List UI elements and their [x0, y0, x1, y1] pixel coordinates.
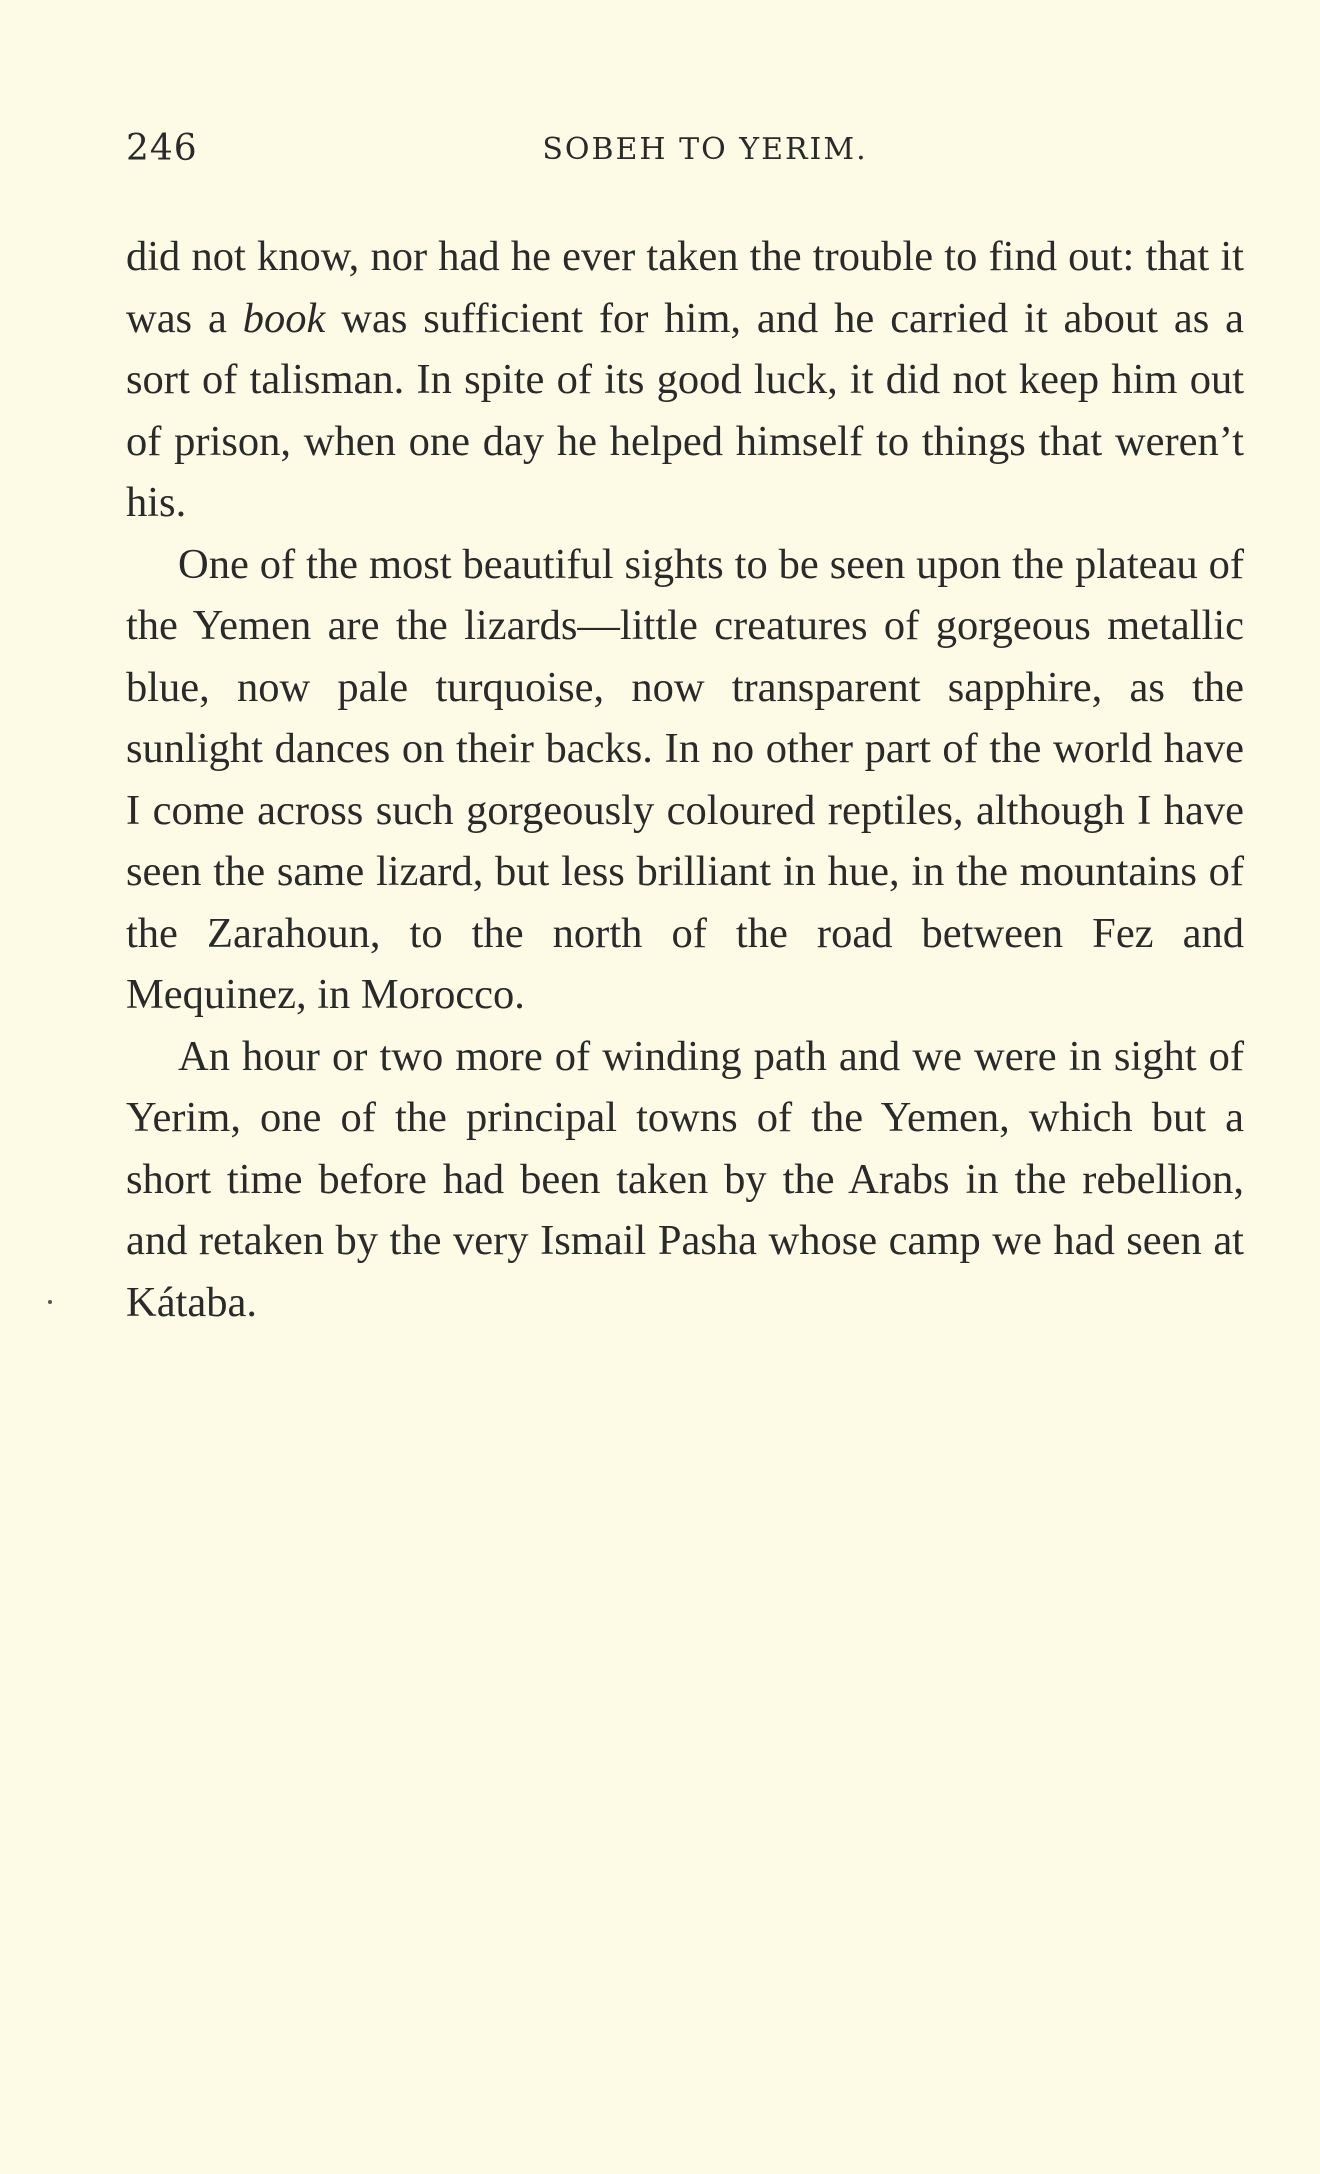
margin-speck — [48, 1300, 52, 1304]
paragraph-1-text-end: was sufficient for him, and he carried it about as a sort of talisman. In spite of its good luck, it did not keep him out of prison, when one day he helped himself to things that weren’t his. — [126, 294, 1244, 526]
paragraph-1 — [126, 226, 1244, 534]
body-text — [126, 226, 1244, 1333]
paragraph-1-text-start: did not know, nor had he ever taken the trouble to find out: that it was a — [126, 233, 1244, 342]
paragraph-2: One of the most beautiful sights to be seen upon the plateau of the Yemen are the lizards—little creatures of gorgeous metallic blue, now pale turquoise, now transparent sapphire, as the sunlight dances on their backs. In no other part of the world have I come across such gorgeously coloured reptiles, although I have seen the same lizard, but less brilliant in hue, in the mountains of the Zarahoun, to the north of the road between Fez and Mequinez, in Morocco. — [126, 540, 1244, 1018]
running-head — [126, 120, 1244, 184]
paragraph-3: An hour or two more of winding path and we were in sight of Yerim, one of the principal towns of the Yemen, which but a short time before had been taken by the Arabs in the rebellion, and retaken by the very Ismail Pasha whose camp we had seen at Kátaba. — [126, 1032, 1244, 1326]
paragraph-1-emphasis: book — [242, 294, 326, 342]
page-number: 246 — [126, 128, 198, 169]
book-page — [126, 120, 1244, 1333]
running-title: SOBEH TO YERIM. — [542, 132, 868, 167]
